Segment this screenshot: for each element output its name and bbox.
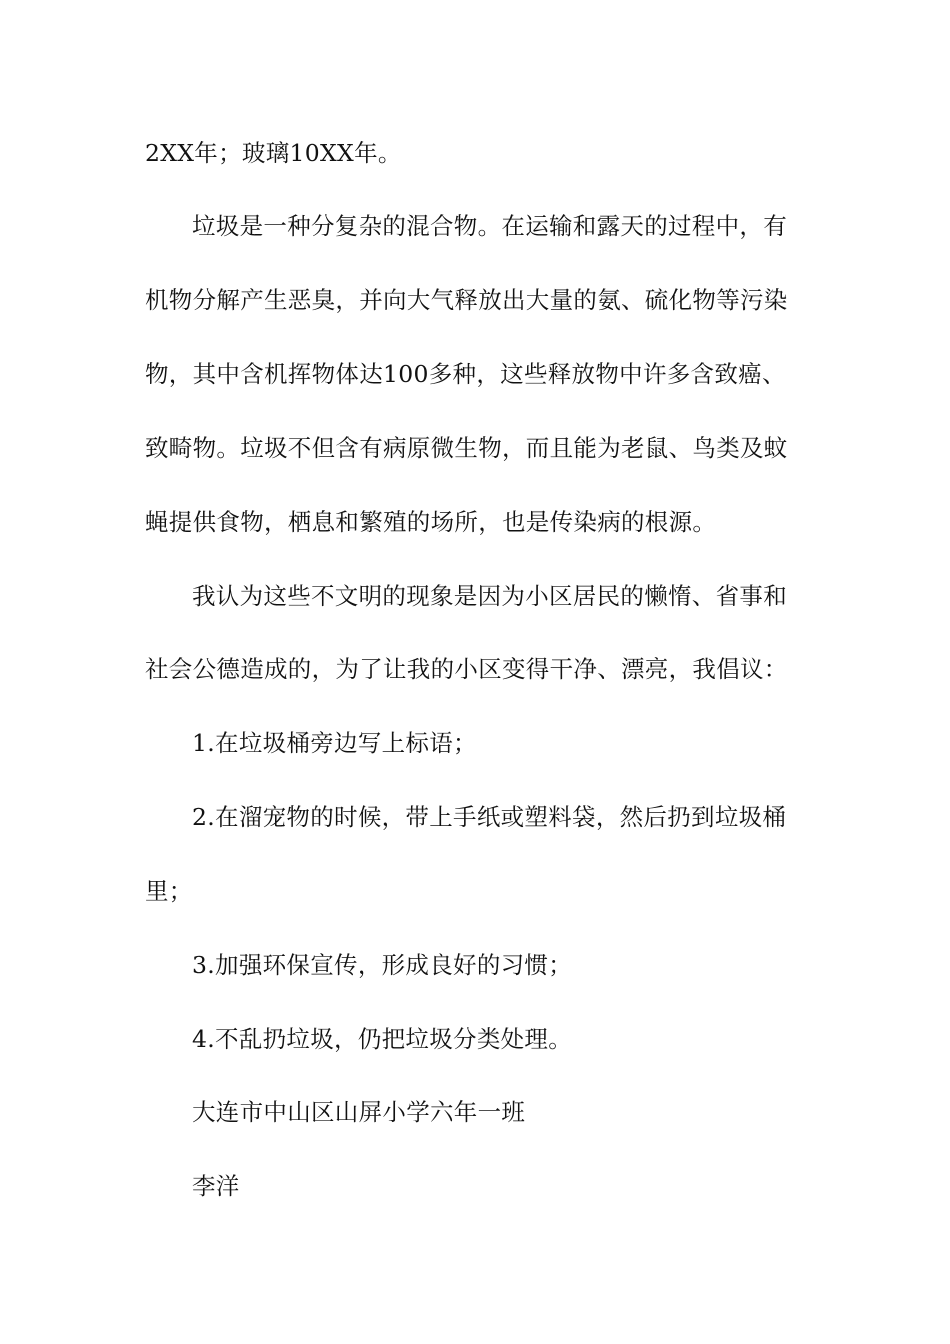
- text-line: 社会公德造成的，为了让我的小区变得干净、漂亮，我倡议：: [145, 655, 788, 683]
- list-item: 1.在垃圾桶旁边写上标语；: [192, 729, 477, 757]
- text-line: 机物分解产生恶臭，并向大气释放出大量的氨、硫化物等污染: [145, 286, 788, 314]
- paragraph-line: 我认为这些不文明的现象是因为小区居民的懒惰、省事和: [192, 582, 787, 610]
- text-line: 致畸物。垃圾不但含有病原微生物，而且能为老鼠、鸟类及蚊: [145, 434, 788, 462]
- list-item: 2.在溜宠物的时候，带上手纸或塑料袋，然后扔到垃圾桶: [192, 803, 787, 831]
- paragraph-line: 垃圾是一种分复杂的混合物。在运输和露天的过程中，有: [192, 212, 787, 240]
- list-item: 4.不乱扔垃圾，仍把垃圾分类处理。: [192, 1025, 573, 1053]
- text-line: 里；: [145, 877, 193, 905]
- text-line: 物，其中含机挥物体达100多种，这些释放物中许多含致癌、: [145, 360, 786, 388]
- text-line: 2XX年；玻璃10XX年。: [145, 139, 402, 167]
- text-line: 蝇提供食物，栖息和繁殖的场所，也是传染病的根源。: [145, 508, 717, 536]
- signature-name: 李洋: [192, 1172, 240, 1200]
- signature-school: 大连市中山区山屏小学六年一班: [192, 1098, 526, 1126]
- list-item: 3.加强环保宣传，形成良好的习惯；: [192, 951, 573, 979]
